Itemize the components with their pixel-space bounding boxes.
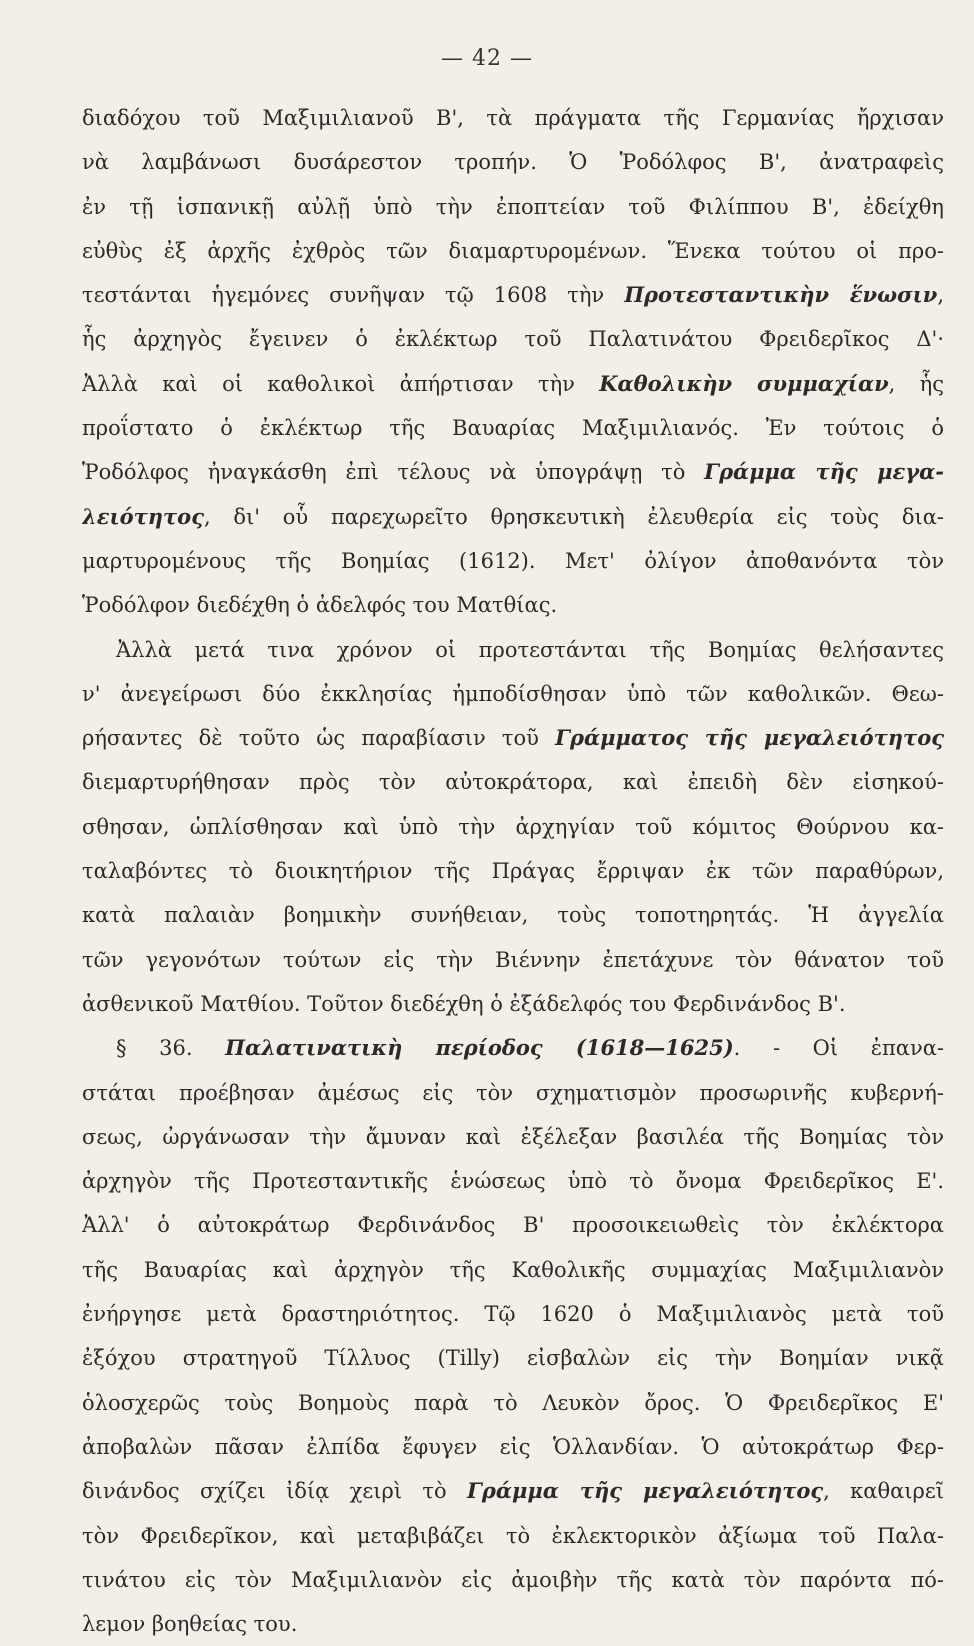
text-run: προΐστατο ὁ ἐκλέκτωρ τῆς Βαυαρίας Μαξιμιλιανός. Ἐν τούτοις ὁ: [82, 416, 944, 441]
text-line: [82, 1248, 944, 1292]
text-run: , καθαιρεῖ: [823, 1479, 944, 1504]
text-line: [82, 1514, 944, 1558]
text-line: [82, 1292, 944, 1336]
text-run: τὸν Φρειδερῖκον, καὶ μεταβιβάζει τὸ ἐκλεκτορικὸν ἀξίωμα τοῦ Παλα-: [82, 1523, 944, 1548]
text-run: λεμον βοηθείας του.: [82, 1612, 298, 1637]
text-line: [82, 140, 944, 184]
text-run: Ῥοδόλφον διεδέχθη ὁ ἀδελφός του Ματθίας.: [82, 593, 558, 618]
text-run: ἀρχηγὸν τῆς Προτεσταντικῆς ἑνώσεως ὑπὸ τὸ ὄνομα Φρειδερῖκος Ε'.: [82, 1169, 944, 1194]
text-run: ρήσαντες δὲ τοῦτο ὡς παραβίασιν τοῦ: [82, 726, 556, 751]
text-run: τῆς Βαυαρίας καὶ ἀρχηγὸν τῆς Καθολικῆς συμμαχίας Μαξιμιλιανὸν: [82, 1257, 944, 1282]
text-line: [82, 849, 944, 893]
text-run: κατὰ παλαιὰν βοημικὴν συνήθειαν, τοὺς τοποτηρητάς. Ἡ ἀγγελία: [82, 903, 944, 928]
text-run: νὰ λαμβάνωσι δυσάρεστον τροπήν. Ὁ Ῥοδόλφος Β', ἀνατραφεὶς: [82, 150, 944, 175]
text-run: ἐν τῇ ἱσπανικῇ αὐλῇ ὑπὸ τὴν ἐποπτείαν τοῦ Φιλίππου Β', ἐδείχθη: [82, 194, 944, 219]
text-line: [82, 1203, 944, 1247]
text-line: [82, 406, 944, 450]
text-run: Ἀλλὰ καὶ οἱ καθολικοὶ ἀπήρτισαν τὴν: [82, 371, 600, 396]
text-run: σθησαν, ὡπλίσθησαν καὶ ὑπὸ τὴν ἀρχηγίαν τοῦ κόμιτος Θούρνου κα-: [82, 814, 944, 839]
text-line: [82, 1071, 944, 1115]
text-line: [82, 229, 944, 273]
text-run: διαδόχου τοῦ Μαξιμιλιανοῦ Β', τὰ πράγματα τῆς Γερμανίας ἤρχισαν: [82, 106, 944, 130]
text-line: [82, 583, 944, 627]
text-line: [82, 539, 944, 583]
text-line: [82, 982, 944, 1026]
text-line: [82, 805, 944, 849]
text-run: δινάνδος σχίζει ἰδίᾳ χειρὶ τὸ: [82, 1479, 467, 1504]
text-run: , δι' οὗ παρεχωρεῖτο θρησκευτικὴ ἐλευθερία εἰς τοὺς δια-: [203, 504, 944, 529]
text-line: [82, 450, 944, 494]
emphasized-term: Καθολικὴν συμμαχίαν: [599, 370, 889, 396]
emphasized-term: Παλατινατικὴ περίοδος (1618—1625): [225, 1035, 734, 1061]
text-line: [82, 628, 944, 672]
text-line: [82, 1602, 944, 1646]
text-run: εὐθὺς ἐξ ἀρχῆς ἐχθρὸς τῶν διαμαρτυρομένων. Ἕνεκα τούτου οἱ προ-: [82, 238, 944, 263]
page-number: — 42 —: [441, 46, 533, 71]
text-run: ,: [937, 283, 944, 308]
body-text: [82, 96, 944, 1646]
text-line: [82, 938, 944, 982]
text-line: [82, 1469, 944, 1513]
text-line: [82, 1336, 944, 1380]
emphasized-term: Προτεσταντικὴν ἕνωσιν: [624, 282, 938, 308]
text-run: ταλαβόντες τὸ διοικητήριον τῆς Πράγας ἔρριψαν ἐκ τῶν παραθύρων,: [82, 859, 944, 884]
text-run: § 36.: [116, 1036, 226, 1061]
text-line: [82, 760, 944, 804]
text-run: ὁλοσχερῶς τοὺς Βοημοὺς παρὰ τὸ Λευκὸν ὄρος. Ὁ Φρειδερῖκος Ε': [82, 1390, 944, 1415]
text-line: [82, 1425, 944, 1469]
emphasized-term: Γράμμα τῆς μεγαλειότητος: [467, 1478, 824, 1504]
text-line: [82, 317, 944, 361]
text-run: τεστάνται ἡγεμόνες συνῆψαν τῷ 1608 τὴν: [82, 283, 625, 308]
text-run: Ἀλλ' ὁ αὐτοκράτωρ Φερδινάνδος Β' προσοικειωθεὶς τὸν ἐκλέκτορα: [82, 1213, 944, 1238]
text-line: [82, 1115, 944, 1159]
emphasized-term: λειότητος: [82, 503, 204, 529]
text-run: Ἀλλὰ μετά τινα χρόνον οἱ προτεστάνται τῆς Βοημίας θελήσαντες: [116, 637, 944, 662]
text-run: σεως, ὠργάνωσαν τὴν ἄμυναν καὶ ἐξέλεξαν βασιλέα τῆς Βοημίας τὸν: [82, 1124, 944, 1149]
text-run: τινάτου εἰς τὸν Μαξιμιλιανὸν εἰς ἀμοιβὴν τῆς κατὰ τὸν παρόντα πό-: [82, 1567, 944, 1592]
text-run: , ἧς: [888, 371, 944, 396]
emphasized-term: Γράμμα τῆς μεγα-: [704, 459, 944, 485]
text-run: Ῥοδόλφος ἠναγκάσθη ἐπὶ τέλους νὰ ὑπογράψῃ τὸ: [82, 460, 705, 485]
text-line: [82, 893, 944, 937]
text-run: ἀποβαλὼν πᾶσαν ἐλπίδα ἔφυγεν εἰς Ὁλλανδίαν. Ὁ αὐτοκράτωρ Φερ-: [82, 1434, 944, 1459]
text-line: [82, 1026, 944, 1070]
text-run: ἀσθενικοῦ Ματθίου. Τοῦτον διεδέχθη ὁ ἐξάδελφός του Φερδινάνδος Β'.: [82, 991, 846, 1016]
text-line: [82, 1381, 944, 1425]
text-line: [82, 273, 944, 317]
text-line: [82, 1159, 944, 1203]
text-line: [82, 1558, 944, 1602]
text-run: μαρτυρομένους τῆς Βοημίας (1612). Μετ' ὀλίγον ἀποθανόντα τὸν: [82, 548, 944, 573]
text-line: [82, 672, 944, 716]
text-run: τῶν γεγονότων τούτων εἰς τὴν Βιέννην ἐπετάχυνε τὸν θάνατον τοῦ: [82, 947, 944, 972]
text-line: [82, 495, 944, 539]
text-line: [82, 362, 944, 406]
text-line: [82, 96, 944, 140]
text-run: ἧς ἀρχηγὸς ἔγεινεν ὁ ἐκλέκτωρ τοῦ Παλατινάτου Φρειδερῖκος Δ'·: [82, 327, 944, 352]
text-run: ἐνήργησε μετὰ δραστηριότητος. Τῷ 1620 ὁ Μαξιμιλιανὸς μετὰ τοῦ: [82, 1302, 944, 1327]
text-line: [82, 716, 944, 760]
text-run: ν' ἀνεγείρωσι δύο ἐκκλησίας ἠμποδίσθησαν ὑπὸ τῶν καθολικῶν. Θεω-: [82, 681, 944, 706]
text-run: στάται προέβησαν ἀμέσως εἰς τὸν σχηματισμὸν προσωρινῆς κυβερνή-: [82, 1080, 944, 1105]
text-run: . - Οἱ ἐπανα-: [733, 1036, 944, 1061]
text-line: [82, 185, 944, 229]
text-run: διεμαρτυρήθησαν πρὸς τὸν αὐτοκράτορα, καὶ ἐπειδὴ δὲν εἰσηκού-: [82, 770, 944, 795]
emphasized-term: Γράμματος τῆς μεγαλειότητος: [555, 725, 944, 751]
text-run: ἐξόχου στρατηγοῦ Τίλλυος (Tilly) εἰσβαλὼν εἰς τὴν Βοημίαν νικᾷ: [82, 1346, 944, 1371]
